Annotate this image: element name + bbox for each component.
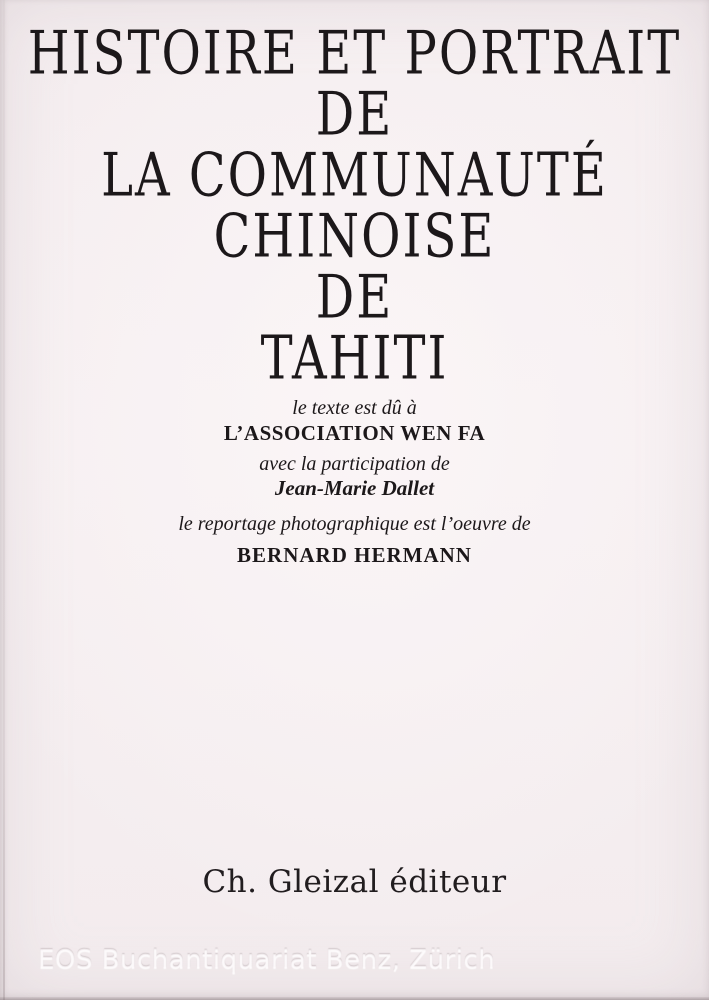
title-line-2-text: DE [315,80,394,150]
credit-participation-intro: avec la participation de [259,453,450,475]
title-line-3-text: LA COMMUNAUTÉ [101,141,608,211]
title-line-2 [0,80,709,150]
title-line-5-text: DE [315,263,394,333]
book-title [0,19,709,394]
title-line-5 [0,263,709,333]
title-line-1-text: HISTOIRE ET PORTRAIT [27,19,682,89]
title-line-6 [0,324,709,394]
title-line-1 [0,19,709,89]
publisher-imprint: Ch. Gleizal éditeur [202,864,507,900]
credit-photo-intro: le reportage photographique est l’oeuvre de [178,513,531,535]
credit-text-intro: le texte est dû à [292,397,417,419]
credit-photographer: BERNARD HERMANN [237,543,472,567]
credit-participant: Jean-Marie Dallet [274,476,435,500]
title-line-3 [0,141,709,211]
credits-block [0,396,709,568]
credit-association: L’ASSOCIATION WEN FA [223,421,486,445]
seller-watermark: EOS Buchantiquariat Benz, Zürich [38,945,496,975]
title-line-4 [0,202,709,272]
title-line-6-text: TAHITI [260,324,449,394]
title-line-4-text: CHINOISE [213,202,496,272]
